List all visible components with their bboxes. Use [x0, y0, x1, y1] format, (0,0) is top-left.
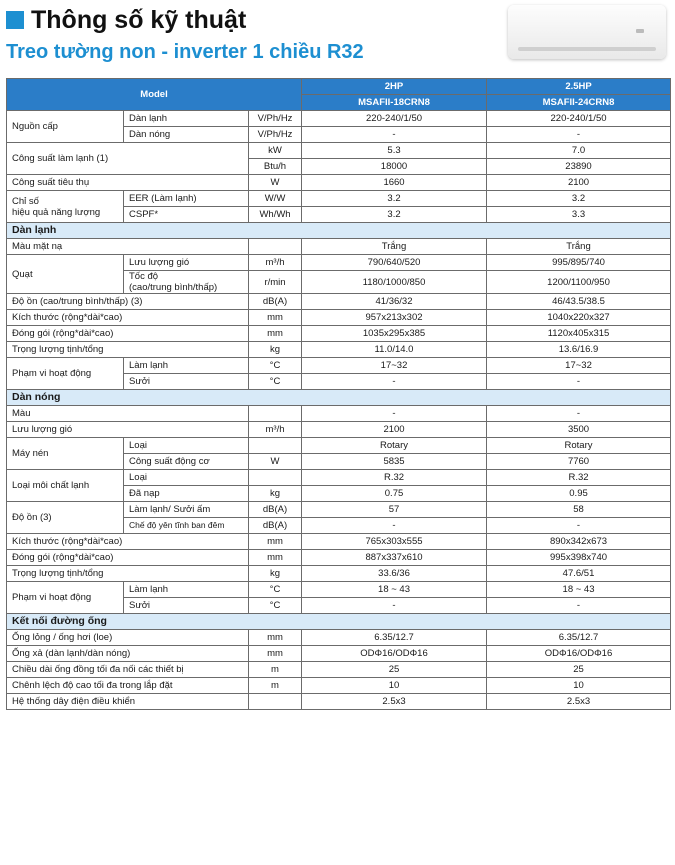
empty-unit	[249, 239, 302, 255]
packing-unit: mm	[249, 326, 302, 342]
section-piping	[7, 614, 671, 630]
eer-label: EER (Làm lạnh)	[124, 191, 249, 207]
fan-speed-label-line2: (cao/trung bình/thấp)	[129, 282, 218, 293]
pipe-unit: mm	[249, 630, 302, 646]
cell: 57	[302, 502, 487, 518]
cell: 765x303x555	[302, 534, 487, 550]
row-wiring	[7, 694, 671, 710]
power-indoor-unit: V/Ph/Hz	[249, 111, 302, 127]
row-eer	[7, 191, 671, 207]
cell: -	[487, 406, 671, 422]
outdoor-operating-label: Phạm vi hoạt động	[7, 582, 124, 614]
row-power-input	[7, 175, 671, 191]
cell: 25	[487, 662, 671, 678]
row-capacity-kw	[7, 143, 671, 159]
cell: 3.2	[302, 191, 487, 207]
cell: -	[302, 598, 487, 614]
cell: 6.35/12.7	[302, 630, 487, 646]
empty-unit	[249, 438, 302, 454]
refrigerant-type-label: Loại	[124, 470, 249, 486]
cell: 5835	[302, 454, 487, 470]
cell: 1040x220x327	[487, 310, 671, 326]
dimension-unit: mm	[249, 534, 302, 550]
outdoor-weight-label: Trọng lượng tịnh/tổng	[7, 566, 249, 582]
cell: 10	[302, 678, 487, 694]
power-unit: W	[249, 454, 302, 470]
cell: 33.6/36	[302, 566, 487, 582]
ac-vent	[518, 47, 656, 51]
row-panel-color	[7, 239, 671, 255]
speed-unit: r/min	[249, 271, 302, 294]
cell: 47.6/51	[487, 566, 671, 582]
row-power-indoor	[7, 111, 671, 127]
drain-label: Ống xả (dàn lạnh/dàn nóng)	[7, 646, 249, 662]
row-fan-airflow	[7, 255, 671, 271]
row-outdoor-operating-cool	[7, 582, 671, 598]
cell: 790/640/520	[302, 255, 487, 271]
outdoor-noise-label: Độ ồn (3)	[7, 502, 124, 534]
cell: 17~32	[302, 358, 487, 374]
cell: 2100	[487, 175, 671, 191]
row-outdoor-dimension	[7, 534, 671, 550]
cell: 17~32	[487, 358, 671, 374]
model-header: Model	[7, 79, 302, 111]
compressor-power-label: Công suất động cơ	[124, 454, 249, 470]
wiring-unit	[249, 694, 302, 710]
temp-unit: °C	[249, 582, 302, 598]
section-indoor	[7, 223, 671, 239]
cell: -	[302, 406, 487, 422]
noise-unit: dB(A)	[249, 518, 302, 534]
capacity-18: 2HP	[302, 79, 487, 95]
row-drain	[7, 646, 671, 662]
cell: -	[302, 518, 487, 534]
cell: 957x213x302	[302, 310, 487, 326]
noise-mode2-label: Chế độ yên tĩnh ban đêm	[124, 518, 249, 534]
ac-indicator	[636, 29, 644, 33]
cell: 18 ~ 43	[487, 582, 671, 598]
cell: 6.35/12.7	[487, 630, 671, 646]
airflow-label: Lưu lượng gió	[124, 255, 249, 271]
efficiency-label-line1: Chỉ số	[12, 195, 39, 207]
row-indoor-dimension	[7, 310, 671, 326]
air-conditioner-image	[508, 5, 666, 59]
unit-w: W	[249, 175, 302, 191]
outdoor-dimension-label: Kích thước (rộng*dài*cao)	[7, 534, 249, 550]
model-24: MSAFII-24CRN8	[487, 95, 671, 111]
wiring-label: Hệ thống dây điện điều khiển	[7, 694, 249, 710]
cspf-unit: Wh/Wh	[249, 207, 302, 223]
row-max-height	[7, 678, 671, 694]
spec-table	[6, 78, 671, 710]
cell: 220-240/1/50	[302, 111, 487, 127]
indoor-weight-label: Trọng lượng tịnh/tổng	[7, 342, 249, 358]
row-outdoor-color	[7, 406, 671, 422]
title-square-icon	[6, 11, 24, 29]
noise-mode1-label: Làm lạnh/ Sưởi ấm	[124, 502, 249, 518]
refrigerant-label: Loại môi chất lạnh	[7, 470, 124, 502]
temp-unit: °C	[249, 374, 302, 390]
outdoor-color-label: Màu	[7, 406, 249, 422]
cell: 1200/1100/950	[487, 271, 671, 294]
row-indoor-weight	[7, 342, 671, 358]
heat-label: Sưởi	[124, 374, 249, 390]
temp-unit: °C	[249, 598, 302, 614]
length-unit: m	[249, 662, 302, 678]
section-outdoor-title: Dàn nóng	[7, 390, 671, 406]
compressor-type-label: Loại	[124, 438, 249, 454]
row-indoor-operating-cool	[7, 358, 671, 374]
efficiency-label-line2: hiệu quả năng lượng	[12, 206, 101, 218]
temp-unit: °C	[249, 358, 302, 374]
row-max-length	[7, 662, 671, 678]
header-row-capacity	[7, 79, 671, 95]
drain-unit: mm	[249, 646, 302, 662]
indoor-operating-label: Phạm vi hoạt động	[7, 358, 124, 390]
page-title: Thông số kỹ thuật	[31, 5, 247, 34]
cell: 887x337x610	[302, 550, 487, 566]
cell: 5.3	[302, 143, 487, 159]
cell: 23890	[487, 159, 671, 175]
cell: Trắng	[487, 239, 671, 255]
cell: 18000	[302, 159, 487, 175]
cell: 25	[302, 662, 487, 678]
cell: -	[487, 598, 671, 614]
fan-speed-label-line1: Tốc độ	[129, 271, 159, 282]
cell: -	[302, 127, 487, 143]
compressor-label: Máy nén	[7, 438, 124, 470]
cell: 1035x295x385	[302, 326, 487, 342]
section-outdoor	[7, 390, 671, 406]
cell: ODΦ16/ODΦ16	[302, 646, 487, 662]
cell: 0.75	[302, 486, 487, 502]
cspf-label: CSPF*	[124, 207, 249, 223]
cell: 1660	[302, 175, 487, 191]
cell: Trắng	[302, 239, 487, 255]
cell: 3500	[487, 422, 671, 438]
section-piping-title: Kết nối đường ống	[7, 614, 671, 630]
cell: -	[487, 518, 671, 534]
eer-unit: W/W	[249, 191, 302, 207]
cell: 41/36/32	[302, 294, 487, 310]
cell: 995/895/740	[487, 255, 671, 271]
cell: 1120x405x315	[487, 326, 671, 342]
cell: Rotary	[302, 438, 487, 454]
power-outdoor-label: Dàn nóng	[124, 127, 249, 143]
max-height-label: Chênh lệch độ cao tối đa trong lắp đặt	[7, 678, 249, 694]
cell: 7.0	[487, 143, 671, 159]
empty-unit	[249, 470, 302, 486]
cell: Rotary	[487, 438, 671, 454]
packing-unit: mm	[249, 550, 302, 566]
cell: 890x342x673	[487, 534, 671, 550]
fan-speed-label	[124, 271, 249, 294]
cell: -	[487, 127, 671, 143]
power-outdoor-unit: V/Ph/Hz	[249, 127, 302, 143]
cell: -	[487, 374, 671, 390]
row-refrigerant-type	[7, 470, 671, 486]
unit-kw: kW	[249, 143, 302, 159]
cell: 10	[487, 678, 671, 694]
noise-unit: dB(A)	[249, 502, 302, 518]
cell: 3.2	[487, 191, 671, 207]
cell: 3.3	[487, 207, 671, 223]
dimension-unit: mm	[249, 310, 302, 326]
noise-unit: dB(A)	[249, 294, 302, 310]
efficiency-label	[7, 191, 124, 223]
row-pipe	[7, 630, 671, 646]
heat-label: Sưởi	[124, 598, 249, 614]
power-supply-label: Nguồn cấp	[7, 111, 124, 143]
outdoor-packing-label: Đóng gói (rộng*dài*cao)	[7, 550, 249, 566]
title-row	[6, 4, 246, 36]
row-indoor-noise	[7, 294, 671, 310]
row-outdoor-packing	[7, 550, 671, 566]
height-unit: m	[249, 678, 302, 694]
model-18: MSAFII-18CRN8	[302, 95, 487, 111]
section-indoor-title: Dàn lạnh	[7, 223, 671, 239]
page-subtitle: Treo tường non - inverter 1 chiều R32	[6, 41, 364, 63]
cell: 3.2	[302, 207, 487, 223]
row-outdoor-noise-1	[7, 502, 671, 518]
cell: 2100	[302, 422, 487, 438]
row-compressor-type	[7, 438, 671, 454]
cool-label: Làm lạnh	[124, 358, 249, 374]
outdoor-airflow-label: Lưu lượng gió	[7, 422, 249, 438]
row-outdoor-weight	[7, 566, 671, 582]
pipe-label: Ống lỏng / ống hơi (loe)	[7, 630, 249, 646]
cell: 7760	[487, 454, 671, 470]
charge-unit: kg	[249, 486, 302, 502]
fan-label: Quạt	[7, 255, 124, 294]
max-length-label: Chiều dài ống đồng tối đa nối các thiết bị	[7, 662, 249, 678]
cell: 2.5x3	[487, 694, 671, 710]
cooling-capacity-label: Công suất làm lạnh (1)	[7, 143, 249, 175]
cell: 46/43.5/38.5	[487, 294, 671, 310]
indoor-dimension-label: Kích thước (rộng*dài*cao)	[7, 310, 249, 326]
cell: 995x398x740	[487, 550, 671, 566]
weight-unit: kg	[249, 342, 302, 358]
row-outdoor-airflow	[7, 422, 671, 438]
cell: R.32	[487, 470, 671, 486]
refrigerant-charge-label: Đã nạp	[124, 486, 249, 502]
row-indoor-packing	[7, 326, 671, 342]
cell: 13.6/16.9	[487, 342, 671, 358]
cell: 2.5x3	[302, 694, 487, 710]
indoor-noise-label: Độ ồn (cao/trung bình/thấp) (3)	[7, 294, 249, 310]
capacity-24: 2.5HP	[487, 79, 671, 95]
cell: 18 ~ 43	[302, 582, 487, 598]
unit-btu: Btu/h	[249, 159, 302, 175]
weight-unit: kg	[249, 566, 302, 582]
cell: -	[302, 374, 487, 390]
cell: R.32	[302, 470, 487, 486]
empty-unit	[249, 406, 302, 422]
cell: 1180/1000/850	[302, 271, 487, 294]
cell: 0.95	[487, 486, 671, 502]
panel-color-label: Màu mặt nạ	[7, 239, 249, 255]
power-indoor-label: Dàn lạnh	[124, 111, 249, 127]
airflow-unit: m³/h	[249, 422, 302, 438]
cell: 11.0/14.0	[302, 342, 487, 358]
cell: 220-240/1/50	[487, 111, 671, 127]
airflow-unit: m³/h	[249, 255, 302, 271]
indoor-packing-label: Đóng gói (rộng*dài*cao)	[7, 326, 249, 342]
power-input-label: Công suất tiêu thụ	[7, 175, 249, 191]
cell: ODΦ16/ODΦ16	[487, 646, 671, 662]
cool-label: Làm lạnh	[124, 582, 249, 598]
cell: 58	[487, 502, 671, 518]
